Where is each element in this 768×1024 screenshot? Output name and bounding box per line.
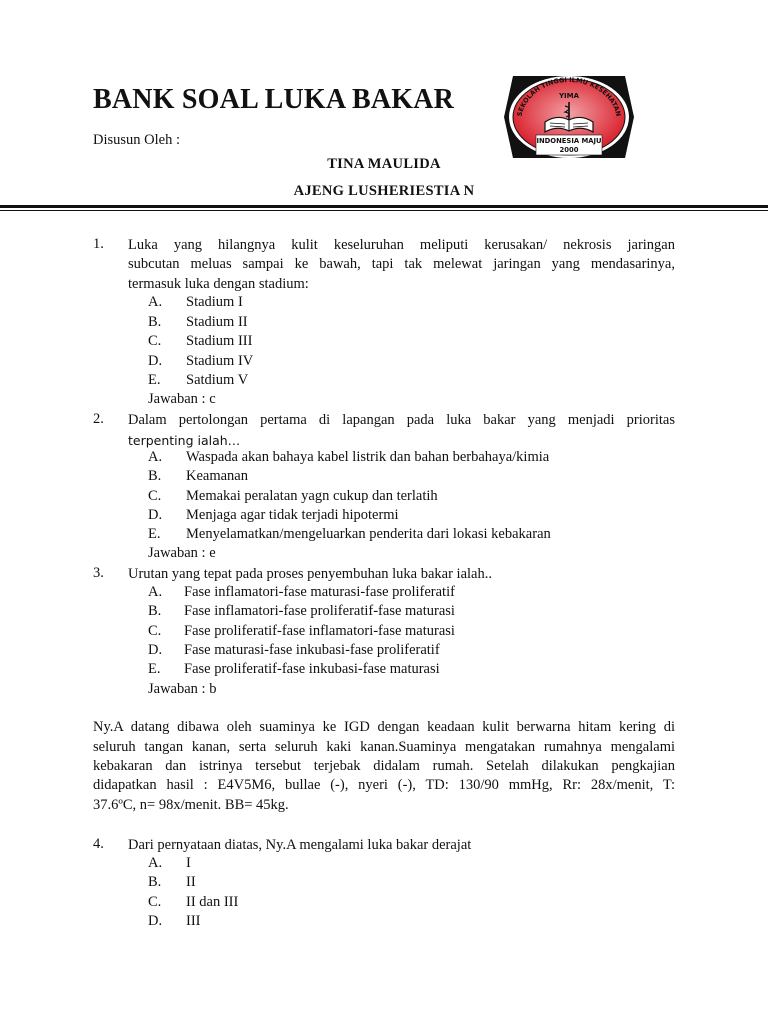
- option-text: Stadium III: [186, 333, 253, 349]
- question-text: termasuk luka dengan stadium:: [128, 276, 309, 292]
- answer-key: Jawaban : e: [148, 545, 216, 561]
- option-letter: C.: [148, 623, 162, 639]
- document-title: BANK SOAL LUKA BAKAR: [93, 84, 455, 115]
- header-divider-thin: [0, 210, 768, 211]
- option-text: Keamanan: [186, 468, 248, 484]
- question-text: subcutan meluas sampai ke bawah, tapi tak melewat jaringan yang mendasarinya,: [128, 256, 675, 272]
- logo-bottom-text: INDONESIA MAJU: [536, 137, 602, 145]
- option-text: Fase proliferatif-fase inkubasi-fase maturasi: [184, 661, 440, 677]
- option-letter: C.: [148, 488, 162, 504]
- option-letter: C.: [148, 894, 162, 910]
- question-number: 2.: [93, 411, 104, 427]
- option-letter: A.: [148, 449, 163, 465]
- answer-key: Jawaban : c: [148, 391, 216, 407]
- option-letter: E.: [148, 372, 161, 388]
- option-text: I: [186, 855, 191, 871]
- question-number: 3.: [93, 565, 104, 581]
- option-letter: B.: [148, 314, 162, 330]
- author-name: AJENG LUSHERIESTIA N: [293, 183, 475, 199]
- author-name: TINA MAULIDA: [327, 156, 441, 172]
- question-text: terpenting ialah…: [128, 433, 241, 448]
- logo-ring-text: SEKOLAH TINGGI ILMU KESEHATAN: [515, 75, 623, 118]
- question-text: Dalam pertolongan pertama di lapangan pada luka bakar yang menjadi prioritas: [128, 412, 675, 428]
- option-letter: B.: [148, 874, 162, 890]
- option-text: III: [186, 913, 201, 929]
- option-letter: C.: [148, 333, 162, 349]
- logo-year: 2000: [559, 146, 579, 154]
- option-letter: A.: [148, 584, 163, 600]
- question-text: Urutan yang tepat pada proses penyembuhan luka bakar ialah..: [128, 566, 492, 582]
- option-text: Waspada akan bahaya kabel listrik dan bahan berbahaya/kimia: [186, 449, 550, 465]
- option-text: Stadium II: [186, 314, 248, 330]
- option-text: Memakai peralatan yagn cukup dan terlatih: [186, 488, 438, 504]
- answer-key: Jawaban : b: [148, 681, 217, 697]
- case-paragraph-line: kebakaran dan istrinya tersebut terjebak didalam rumah. Setelah dilakukan pengkajian: [93, 758, 675, 774]
- option-text: II dan III: [186, 894, 239, 910]
- case-paragraph-line: didapatkan hasil : E4V5M6, bullae (-), nyeri (-), TD: 130/90 mmHg, Rr: 28x/menit, T:: [93, 777, 675, 793]
- option-letter: A.: [148, 855, 163, 871]
- option-text: Menyelamatkan/mengeluarkan penderita dari lokasi kebakaran: [186, 526, 551, 542]
- option-text: Satdium V: [186, 372, 249, 388]
- case-paragraph-line: Ny.A datang dibawa oleh suaminya ke IGD dengan keadaan kulit berwarna hitam kering di: [93, 719, 675, 735]
- case-paragraph-line: seluruh tangan kanan, serta seluruh kaki kanan.Suaminya mengatakan rumahnya mengalami: [93, 739, 675, 755]
- option-letter: D.: [148, 353, 163, 369]
- option-letter: B.: [148, 603, 162, 619]
- question-text: Dari pernyataan diatas, Ny.A mengalami luka bakar derajat: [128, 837, 472, 853]
- option-letter: D.: [148, 507, 163, 523]
- option-letter: E.: [148, 526, 161, 542]
- logo-name: YIMA: [558, 92, 580, 100]
- option-letter: D.: [148, 913, 163, 929]
- option-text: II: [186, 874, 196, 890]
- byline-label: Disusun Oleh :: [93, 132, 180, 148]
- case-paragraph-line: 37.6ºC, n= 98x/menit. BB= 45kg.: [93, 797, 289, 813]
- option-text: Fase proliferatif-fase inflamatori-fase maturasi: [184, 623, 455, 639]
- institution-logo: [503, 72, 635, 162]
- option-text: Stadium I: [186, 294, 243, 310]
- question-number: 4.: [93, 836, 104, 852]
- option-text: Fase inflamatori-fase maturasi-fase proliferatif: [184, 584, 455, 600]
- option-letter: A.: [148, 294, 163, 310]
- option-text: Fase maturasi-fase inkubasi-fase proliferatif: [184, 642, 440, 658]
- option-text: Fase inflamatori-fase proliferatif-fase maturasi: [184, 603, 455, 619]
- option-text: Stadium IV: [186, 353, 254, 369]
- question-number: 1.: [93, 236, 104, 252]
- question-text: Luka yang hilangnya kulit keseluruhan meliputi kerusakan/ nekrosis jaringan: [128, 237, 675, 253]
- option-text: Menjaga agar tidak terjadi hipotermi: [186, 507, 399, 523]
- option-letter: D.: [148, 642, 163, 658]
- option-letter: B.: [148, 468, 162, 484]
- header-divider: [0, 205, 768, 208]
- option-letter: E.: [148, 661, 161, 677]
